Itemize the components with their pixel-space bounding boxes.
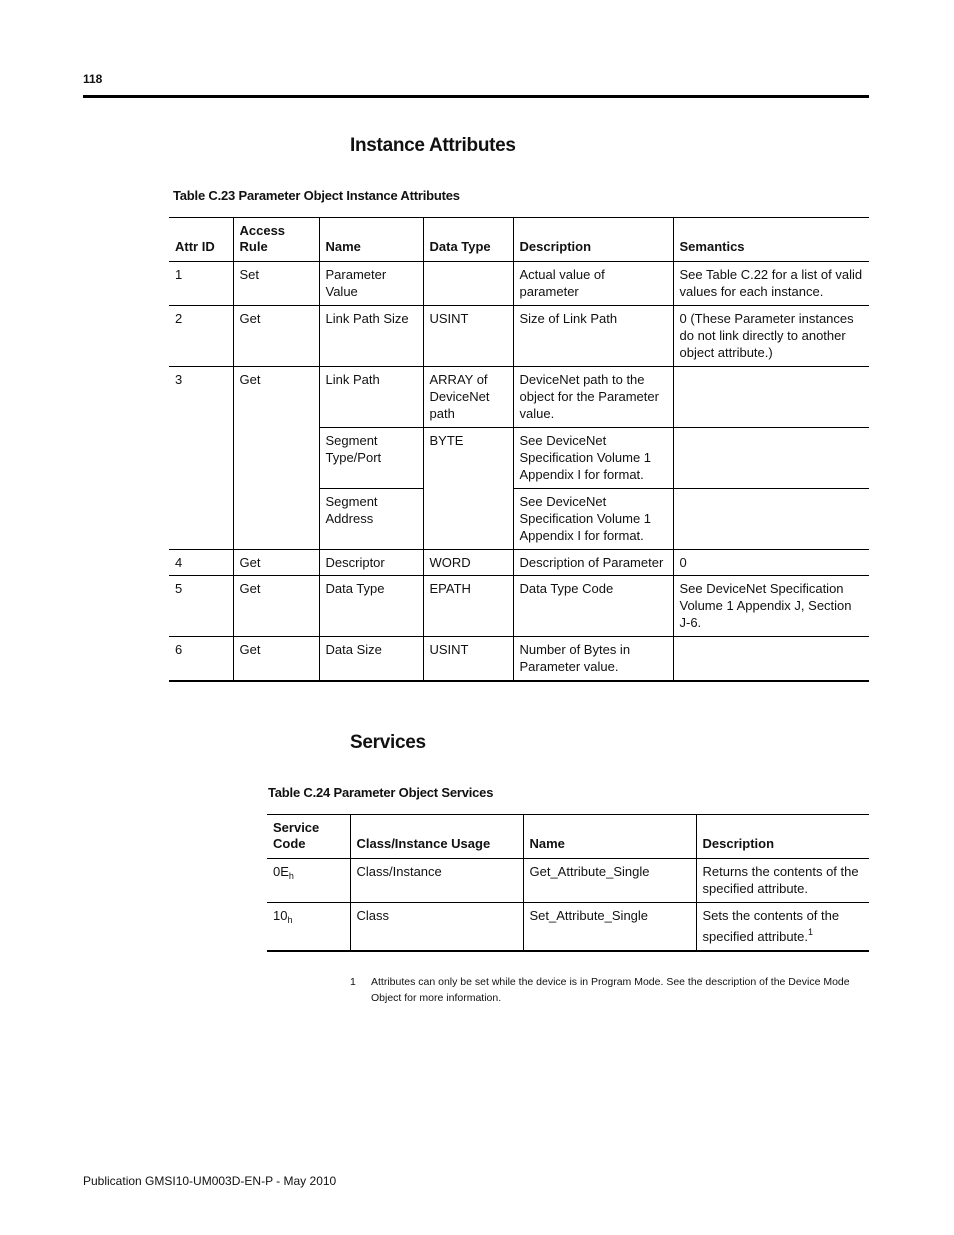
services-table (267, 814, 869, 952)
cell-semantics (673, 367, 869, 428)
cell-access-rule: Set (233, 262, 319, 306)
cell-access-rule: Get (233, 576, 319, 637)
cell-description: Actual value of parameter (513, 262, 673, 306)
cell-data-type: ARRAY of DeviceNet path (423, 367, 513, 428)
cell-description: See DeviceNet Specification Volume 1 Appendix I for format. (513, 489, 673, 550)
cell-description: Description of Parameter (513, 550, 673, 576)
footnote (350, 974, 870, 1006)
cell-access-rule: Get (233, 367, 319, 550)
cell-access-rule: Get (233, 637, 319, 681)
header-semantics: Semantics (673, 218, 869, 262)
cell-attr-id: 6 (169, 637, 233, 681)
cell-attr-id: 2 (169, 306, 233, 367)
header-data-type: Data Type (423, 218, 513, 262)
cell-name: Segment Type/Port (319, 428, 423, 489)
cell-data-type: USINT (423, 637, 513, 681)
table-row (169, 576, 869, 637)
table-row (267, 903, 869, 951)
service-code-value: 10 (273, 908, 288, 923)
table-caption-c24: Table C.24 Parameter Object Services (268, 785, 494, 800)
header-name: Name (319, 218, 423, 262)
cell-service-code (267, 903, 350, 951)
cell-name: Parameter Value (319, 262, 423, 306)
cell-semantics (673, 637, 869, 681)
header-name: Name (523, 815, 696, 859)
cell-usage: Class/Instance (350, 859, 523, 903)
cell-name: Data Type (319, 576, 423, 637)
page-number: 118 (83, 72, 103, 86)
cell-name: Set_Attribute_Single (523, 903, 696, 951)
cell-attr-id: 4 (169, 550, 233, 576)
description-text: Sets the contents of the specified attribute. (702, 908, 840, 944)
cell-attr-id: 1 (169, 262, 233, 306)
table-header-row (169, 218, 869, 262)
service-code-subscript: h (288, 871, 294, 881)
cell-access-rule: Get (233, 306, 319, 367)
cell-data-type: WORD (423, 550, 513, 576)
cell-description: Data Type Code (513, 576, 673, 637)
cell-semantics: 0 (673, 550, 869, 576)
cell-description: Returns the contents of the specified attribute. (696, 859, 869, 903)
publication-footer: Publication GMSI10-UM003D-EN-P - May 2010 (83, 1174, 337, 1188)
cell-usage: Class (350, 903, 523, 951)
cell-semantics (673, 428, 869, 489)
header-service-code: Service Code (267, 815, 350, 859)
section-heading-instance-attributes: Instance Attributes (350, 135, 516, 156)
cell-semantics: See Table C.22 for a list of valid values for each instance. (673, 262, 869, 306)
cell-description (696, 903, 869, 951)
header-class-instance-usage: Class/Instance Usage (350, 815, 523, 859)
cell-data-type (423, 262, 513, 306)
footnote-reference[interactable]: 1 (808, 927, 814, 937)
cell-attr-id: 5 (169, 576, 233, 637)
cell-semantics: See DeviceNet Specification Volume 1 Appendix J, Section J-6. (673, 576, 869, 637)
table-header-row (267, 815, 869, 859)
header-rule (83, 95, 869, 98)
cell-attr-id: 3 (169, 367, 233, 550)
table-row (169, 306, 869, 367)
cell-description: DeviceNet path to the object for the Parameter value. (513, 367, 673, 428)
cell-semantics: 0 (These Parameter instances do not link directly to another object attribute.) (673, 306, 869, 367)
section-heading-services: Services (350, 732, 426, 753)
footnote-number: 1 (350, 976, 356, 988)
cell-name: Link Path (319, 367, 423, 428)
cell-data-type: BYTE (423, 428, 513, 550)
table-row (169, 262, 869, 306)
cell-description: See DeviceNet Specification Volume 1 Appendix I for format. (513, 428, 673, 489)
cell-data-type: USINT (423, 306, 513, 367)
cell-name: Descriptor (319, 550, 423, 576)
header-description: Description (513, 218, 673, 262)
table-row (267, 859, 869, 903)
table-row (169, 367, 869, 428)
footnote-text: Attributes can only be set while the device is in Program Mode. See the description of the Device Mode Object for more information. (371, 976, 850, 1004)
cell-name: Get_Attribute_Single (523, 859, 696, 903)
service-code-subscript: h (287, 915, 293, 925)
cell-name: Data Size (319, 637, 423, 681)
cell-name: Link Path Size (319, 306, 423, 367)
cell-description: Size of Link Path (513, 306, 673, 367)
cell-access-rule: Get (233, 550, 319, 576)
cell-description: Number of Bytes in Parameter value. (513, 637, 673, 681)
header-description: Description (696, 815, 869, 859)
instance-attributes-table (169, 217, 869, 682)
table-caption-c23: Table C.23 Parameter Object Instance Attributes (173, 188, 460, 203)
cell-service-code (267, 859, 350, 903)
header-attr-id: Attr ID (169, 218, 233, 262)
cell-data-type: EPATH (423, 576, 513, 637)
table-row (169, 637, 869, 681)
cell-name: Segment Address (319, 489, 423, 550)
service-code-value: 0E (273, 864, 289, 879)
header-access-rule: Access Rule (233, 218, 319, 262)
table-row (169, 550, 869, 576)
cell-semantics (673, 489, 869, 550)
